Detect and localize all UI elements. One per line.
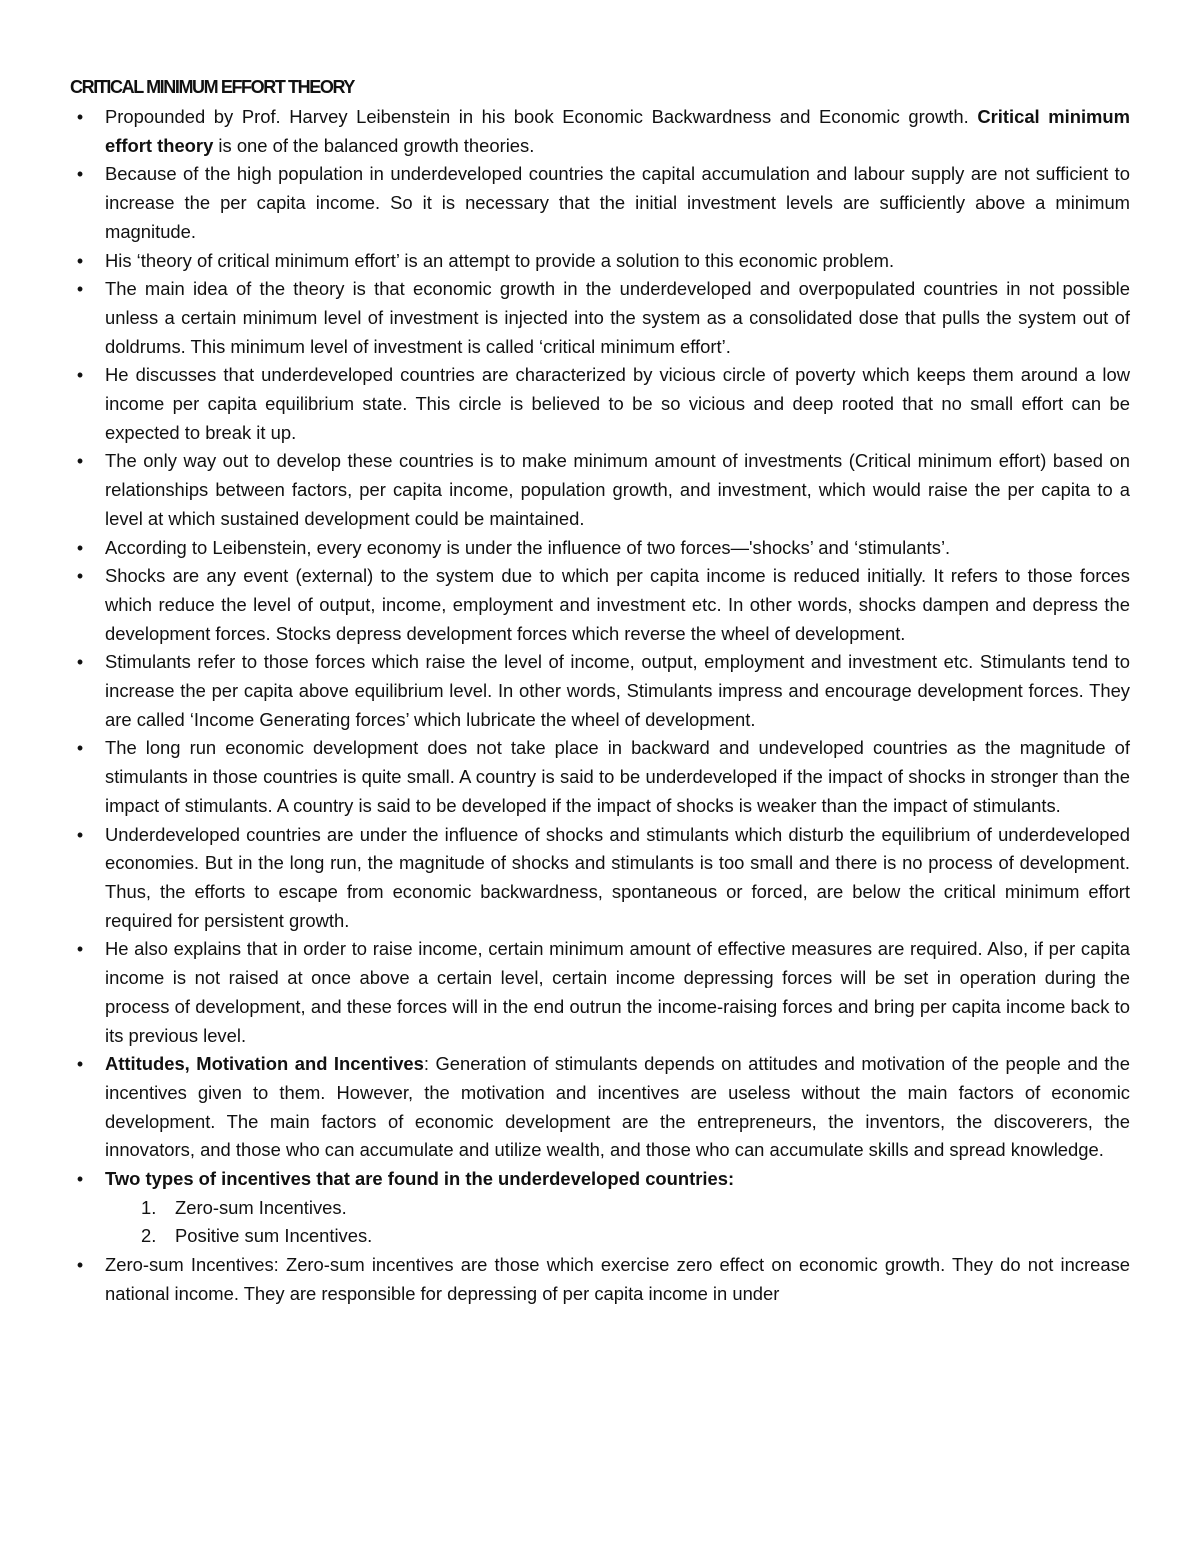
list-item <box>70 734 1130 820</box>
list-item-text: : Generation of stimulants depends on attitudes and motivation of the people and the incentives given to them. However, the motivation and incentives are useless without the main factors of economic development. The main factors of economic development are the entrepreneurs, the inventors, the discoverers, the innovators, and those who can accumulate and utilize wealth, and those who can accumulate skills and spread knowledge. <box>105 1053 1130 1161</box>
numbered-item <box>141 1222 1130 1251</box>
bullet-icon: • <box>76 566 84 587</box>
bullet-icon: • <box>76 365 84 386</box>
list-item <box>70 534 1130 563</box>
list-item-text: Shocks are any event (external) to the system due to which per capita income is reduced initially. It refers to those forces which reduce the level of output, income, employment and investment etc. In other words, shocks dampen and depress the development forces. Stocks depress development forces which reverse the wheel of development. <box>105 565 1130 644</box>
numbered-item-text: Positive sum Incentives. <box>175 1225 373 1247</box>
document-title: CRITICAL MINIMUM EFFORT THEORY <box>70 77 354 97</box>
list-item-text: According to Leibenstein, every economy is under the influence of two forces—'shocks’ and ‘stimulants’. <box>105 536 951 558</box>
list-item-text: Because of the high population in underdeveloped countries the capital accumulation and labour supply are not sufficient to increase the per capita income. So it is necessary that the initial investment levels are sufficiently above a minimum magnitude. <box>105 163 1130 242</box>
list-item-bold-text: Two types of incentives that are found in the underdeveloped countries: <box>105 1168 735 1190</box>
bullet-icon: • <box>76 164 84 185</box>
list-item <box>70 648 1130 734</box>
list-item-text: is one of the balanced growth theories. <box>213 134 535 156</box>
bullet-icon: • <box>76 107 84 127</box>
list-item-bold-text: Critical minimum effort theory <box>105 106 1130 156</box>
bullet-icon: • <box>76 279 84 300</box>
bullet-list <box>70 103 1130 1309</box>
list-item <box>70 103 1130 160</box>
list-item <box>70 821 1130 936</box>
bullet-icon: • <box>76 1169 84 1190</box>
list-item-text: He discusses that underdeveloped countries are characterized by vicious circle of poverty which keeps them around a low income per capita equilibrium state. This circle is believed to be so vicious and deep rooted that no small effort can be expected to break it up. <box>105 364 1130 443</box>
list-item-text: The main idea of the theory is that economic growth in the underdeveloped and overpopulated countries in not possible unless a certain minimum level of investment is injected into the system as a consolidated dose that pulls the system out of doldrums. This minimum level of investment is called ‘critical minimum effort’. <box>105 278 1130 357</box>
list-item <box>70 275 1130 361</box>
bullet-icon: • <box>76 738 84 759</box>
bullet-icon: • <box>76 939 84 960</box>
list-item-text: His ‘theory of critical minimum effort’ is an attempt to provide a solution to this economic problem. <box>105 249 895 271</box>
bullet-icon: • <box>76 1054 84 1075</box>
bullet-icon: • <box>76 652 84 673</box>
numbered-item <box>141 1194 1130 1223</box>
bullet-icon: • <box>76 1255 84 1276</box>
numbered-item-text: Zero-sum Incentives. <box>175 1196 347 1218</box>
list-item <box>70 160 1130 246</box>
item-number: 2. <box>141 1225 157 1247</box>
list-item <box>70 562 1130 648</box>
list-item <box>70 247 1130 276</box>
list-item <box>70 935 1130 1050</box>
item-number: 1. <box>141 1196 157 1218</box>
list-item-bold-text: Attitudes, Motivation and Incentives <box>105 1053 424 1075</box>
list-item-text: Underdeveloped countries are under the influence of shocks and stimulants which disturb the equilibrium of underdeveloped economies. But in the long run, the magnitude of shocks and stimulants is too small and there is no process of development. Thus, the efforts to escape from economic backwardness, spontaneous or forced, are below the critical minimum effort required for persistent growth. <box>105 823 1130 931</box>
bullet-icon: • <box>76 451 84 472</box>
list-item-text: Zero-sum Incentives: Zero-sum incentives are those which exercise zero effect on economic growth. They do not increase national income. They are responsible for depressing of per capita income in under <box>105 1254 1130 1304</box>
bullet-icon: • <box>76 824 84 845</box>
list-item <box>70 1165 1130 1251</box>
list-item <box>70 447 1130 533</box>
list-item <box>70 1251 1130 1308</box>
list-item-text: The long run economic development does not take place in backward and undeveloped countries as the magnitude of stimulants in those countries is quite small. A country is said to be underdeveloped if the impact of shocks in stronger than the impact of stimulants. A country is said to be developed if the impact of shocks is weaker than the impact of stimulants. <box>105 737 1130 816</box>
list-item <box>70 1050 1130 1165</box>
list-item <box>70 361 1130 447</box>
bullet-icon: • <box>76 537 84 558</box>
incentive-types-list <box>105 1194 1130 1251</box>
list-item-text: Propounded by Prof. Harvey Leibenstein in his book Economic Backwardness and Economic growth. <box>105 106 978 127</box>
bullet-icon: • <box>76 250 84 271</box>
list-item-text: Stimulants refer to those forces which raise the level of income, output, employment and investment etc. Stimulants tend to increase the per capita above equilibrium level. In other words, Stimulants impress and encourage development forces. They are called ‘Income Generating forces’ which lubricate the wheel of development. <box>105 651 1130 730</box>
list-item-text: The only way out to develop these countries is to make minimum amount of investments (Critical minimum effort) based on relationships between factors, per capita income, population growth, and investment, which would raise the per capita to a level at which sustained development could be maintained. <box>105 450 1130 529</box>
list-item-text: He also explains that in order to raise income, certain minimum amount of effective measures are required. Also, if per capita income is not raised at once above a certain level, certain income depressing forces will be set in operation during the process of development, and these forces will in the end outrun the income-raising forces and bring per capita income back to its previous level. <box>105 938 1130 1046</box>
